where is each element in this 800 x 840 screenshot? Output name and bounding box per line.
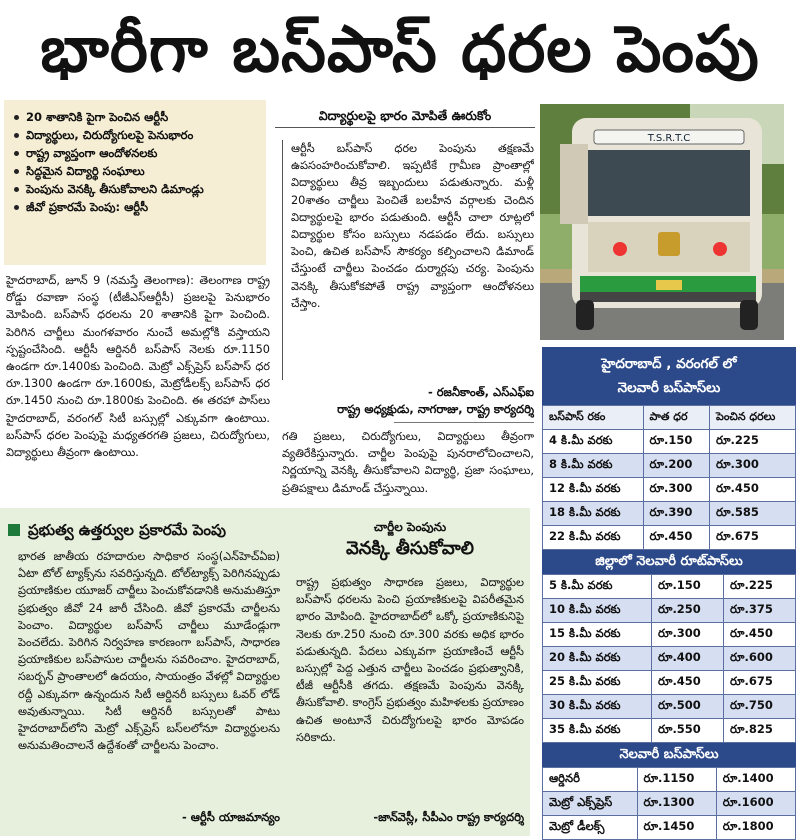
rollback-kicker: చార్జీల పెంపును <box>373 520 447 534</box>
bullet-square-icon <box>8 524 20 536</box>
table-cell: రూ.450 <box>710 478 796 502</box>
table-cell: రూ.390 <box>643 502 709 526</box>
table-cell: రూ.1800 <box>716 816 795 840</box>
table-cell: 10 కి.మీ వరకు <box>543 599 652 623</box>
table-cell: 18 కి.మీ వరకు <box>543 502 644 526</box>
rollback-signature: -జాన్‌వెస్లీ, సీపీఎం రాష్ట్ర కార్యదర్శి <box>373 810 524 824</box>
monthly-pass-table <box>542 767 796 840</box>
rtc-response-heading: ప్రభుత్వ ఉత్తర్వుల ప్రకారమే పెంపు <box>28 521 226 539</box>
rtc-response-article <box>18 548 280 808</box>
table-cell: రూ.300 <box>710 454 796 478</box>
table-cell: మెట్రో ఎక్స్‌ప్రెస్ <box>543 792 638 816</box>
table-row <box>543 478 796 502</box>
column-header: పెంచిన ధరలు <box>710 406 796 430</box>
rollback-title <box>290 518 530 568</box>
table-cell: రూ.400 <box>651 647 723 671</box>
table-row <box>543 575 796 599</box>
table-row <box>543 454 796 478</box>
table-row <box>543 768 796 792</box>
rtc-response-signature: - ఆర్టీసీ యాజమాన్యం <box>181 810 280 824</box>
intro-continuation-text: గతి ప్రజలు, చిరుద్యోగులు, విద్యార్థులు తీవ్రంగా వ్యతిరేకిస్తున్నారు. చార్జీల పెంపుపై పునరాలోచించాలని, నిర్ణయాన్ని వెనక్కి తీసుకోవాలని విద్యార్థి, ప్రజా సంఘాలు, ప్రతిపక్షాలు డిమాండ్ చేస్తున్నాయి. <box>282 430 534 495</box>
table-cell: రూ.1150 <box>637 768 716 792</box>
table-cell: 5 కి.మీ వరకు <box>543 575 652 599</box>
table-cell: మెట్రో డీలక్స్ <box>543 816 638 840</box>
district-pass-title: జిల్లాలో నెలవారీ రూట్‌పాస్‌లు <box>542 550 796 574</box>
table-cell: రూ.1450 <box>637 816 716 840</box>
table-cell: రూ.300 <box>643 478 709 502</box>
table-cell: రూ.375 <box>723 599 795 623</box>
intro-continuation <box>282 428 534 520</box>
table-cell: రూ.150 <box>651 575 723 599</box>
district-fare-table <box>542 574 796 743</box>
attribution-role: రాష్ట్ర అధ్యక్షుడు, నాగరాజు, రాష్ట్ర కార్యదర్శి <box>337 402 534 416</box>
table-row <box>543 623 796 647</box>
table-row <box>543 792 796 816</box>
table-cell: రూ.1400 <box>716 768 795 792</box>
city-fare-table <box>542 405 796 550</box>
highlight-item: సిద్ధమైన విద్యార్థి సంఘాలు <box>12 164 258 178</box>
highlights-box <box>4 100 266 265</box>
table-cell: రూ.450 <box>651 671 723 695</box>
table-cell: రూ.600 <box>723 647 795 671</box>
table-cell: రూ.150 <box>643 430 709 454</box>
table-cell: 30 కి.మీ వరకు <box>543 695 652 719</box>
table-cell: రూ.585 <box>710 502 796 526</box>
rollback-heading: వెనక్కి తీసుకోవాలి <box>346 538 474 559</box>
intro-text: హైదరాబాద్, జూన్ 9 (నమస్తే తెలంగాణ): తెలంగాణ రాష్ట్ర రోడ్డు రవాణా సంస్థ (టీజీఎస్‌ఆర్టీసీ) ప్రజలపై పెనుభారం మోపింది. బస్‌పాస్ ధరలను 20 శాతానికి పైగా పెంచింది. పెరిగిన చార్జీలు మంగళవారం నుంచే అమల్లోకి వస్తాయని స్పష్టంచేసింది. ఆర్టీసీ ఆర్డినరీ బస్‌పాస్ నెలకు రూ.1150 ఉండగా రూ.1400కు పెంచింది. మెట్రో ఎక్స్‌ప్రెస్ బస్‌పాస్ ధర రూ.1300 ఉండగా రూ.1600కు, మెట్రోడీలక్స్ బస్‌పాస్ ధర రూ.1450 నుంచి రూ.1800కు పెంచింది. ఈ తరహా పాస్‌లు హైదరాబాద్, వరంగల్ సిటీ బస్సుల్లో ఎక్కువగా ఉంటాయి. బస్‌పాస్ ధరల పెంపుపై మధ్యతరగతి ప్రజలు, చిరుద్యోగులు, విద్యార్థులు తీవ్రంగా ఉంటాయి. <box>6 274 270 460</box>
table-cell: రూ.550 <box>651 719 723 743</box>
bus-image <box>540 104 784 340</box>
table-cell: రూ.675 <box>723 671 795 695</box>
table-cell: రూ.500 <box>651 695 723 719</box>
table-cell: 12 కి.మీ వరకు <box>543 478 644 502</box>
table-cell: రూ.1300 <box>637 792 716 816</box>
quote-attribution <box>280 384 534 420</box>
table-cell: రూ.300 <box>651 623 723 647</box>
table-cell: 22 కి.మీ వరకు <box>543 526 644 550</box>
table-cell: 8 కి.మీ వరకు <box>543 454 644 478</box>
table-cell: రూ.450 <box>643 526 709 550</box>
table-cell: రూ.200 <box>643 454 709 478</box>
table-cell: రూ.825 <box>723 719 795 743</box>
table-cell: 4 కి.మీ వరకు <box>543 430 644 454</box>
table-row <box>543 526 796 550</box>
table-cell: రూ.675 <box>710 526 796 550</box>
table-cell: రూ.225 <box>723 575 795 599</box>
rollback-article <box>296 574 524 806</box>
divider <box>394 422 534 423</box>
attribution-name: - రజనీకాంత్, ఎస్‌ఎఫ్‌ఐ <box>427 385 534 399</box>
fare-table-box <box>542 347 796 836</box>
highlight-item: 20 శాతానికి పైగా పెంచిన ఆర్టీసీ <box>12 110 258 124</box>
highlight-item: విద్యార్థులు, చిరుద్యోగులపై పెనుభారం <box>12 128 258 142</box>
table-row <box>543 647 796 671</box>
rtc-response-title <box>8 518 308 542</box>
table-row <box>543 430 796 454</box>
highlight-item: పెంపును వెనక్కి తీసుకోవాలని డిమాండ్లు <box>12 182 258 196</box>
column-header: బస్‌పాస్ రకం <box>543 406 644 430</box>
highlight-item: రాష్ట్ర వ్యాప్తంగా ఆందోళనలకు <box>12 146 258 160</box>
rollback-text: రాష్ట్ర ప్రభుత్వం సాధారణ ప్రజలు, విద్యార్థుల బస్‌పాస్ ధరలను పెంచి ప్రయాణికులపై విపరీతమైన భారం మోపింది. హైదరాబాద్‌లో ఒక్కో ప్రయాణికునిపై నెలకు రూ.250 నుంచి రూ.300 వరకు అధిక భారం పడుతున్నది. పేదలు ఎక్కువగా ప్రయాణించే ఆర్టీసీ బస్సుల్లో పెద్ద ఎత్తున చార్జీలు పెంచడం ప్రభుత్వానికి, టీజీ ఆర్టీసీకి తగదు. తక్షణమే పెంపును వెనక్కి తీసుకోవాలి. కాంగ్రెస్ ప్రభుత్వం మహిళలకు ప్రయాణం ఉచిత అంటూనే చిరుద్యోగులపై భారం మోపడం సరికాదు. <box>296 576 524 744</box>
table-cell: 35 కి.మీ వరకు <box>543 719 652 743</box>
table-cell: రూ.450 <box>723 623 795 647</box>
highlight-item: జీవో ప్రకారమే పెంపు: ఆర్టీసీ <box>12 200 258 214</box>
fare-table-title-line1: హైదరాబాద్ , వరంగల్ లో <box>601 356 737 372</box>
student-burden-title: విద్యార్థులపై భారం మోపితే ఊరుకోం <box>275 104 535 128</box>
column-header: పాత ధర <box>643 406 709 430</box>
fare-table-title <box>542 347 796 405</box>
table-cell: రూ.1600 <box>716 792 795 816</box>
table-row <box>543 502 796 526</box>
table-cell: 20 కి.మీ వరకు <box>543 647 652 671</box>
student-burden-quote <box>282 140 534 380</box>
table-cell: రూ.750 <box>723 695 795 719</box>
monthly-pass-title: నెలవారీ బస్‌పాస్‌లు <box>542 743 796 767</box>
bus-photo <box>540 104 784 340</box>
table-row <box>543 719 796 743</box>
rtc-response-text: భారత జాతీయ రహదారుల సాధికార సంస్థ(ఎన్‌హెచ్‌ఏఐ) ఏటా టోల్ ట్యాక్స్‌ను సవరిస్తున్నది. టోల్‌ట్యాక్స్ పెరిగినప్పుడు ప్రయాణికుల యూజర్ చార్జీలు పెంచుకోవడానికి అనుమతిస్తూ ప్రభుత్వం జీవో 24 జారీ చేసింది. జీవో ప్రకారమే చార్జీలను పెంచాం. విద్యార్థుల బస్‌పాస్ చార్జీలు మూడేండ్లుగా పెంచలేదు. పెరిగిన నిర్వహణ కారణంగా బస్‌పాస్, సాధారణ ప్రయాణికుల బస్‌పాసుల చార్జీలను సవరించాం. హైదరాబాద్, సబర్బన్ ప్రాంతాలలో ఉదయం, సాయంత్రం వేళల్లో విద్యార్థుల రద్దీ ఎక్కువగా ఉన్నందున సిటీ ఆర్డినరీ బస్సులు ఓవర్ లోడ్ అవుతున్నాయి. సిటీ ఆర్డినరీ బస్సులతో పాటు హైదరాబాద్‌లోని మెట్రో ఎక్స్‌ప్రెస్ బస్‌లలోనూ విద్యార్థులను అనుమతించాలనే ఉద్దేశంతో చార్జీలను పెంచాం. <box>18 550 280 753</box>
table-cell: రూ.250 <box>651 599 723 623</box>
table-row <box>543 695 796 719</box>
table-header-row <box>543 406 796 430</box>
table-row <box>543 671 796 695</box>
table-cell: ఆర్డినరీ <box>543 768 638 792</box>
table-cell: రూ.225 <box>710 430 796 454</box>
table-cell: 15 కి.మీ వరకు <box>543 623 652 647</box>
intro-article <box>6 272 270 500</box>
table-row <box>543 599 796 623</box>
fare-table-title-line2: నెలవారీ బస్‌పాస్‌లు <box>617 380 721 396</box>
table-cell: 25 కి.మీ వరకు <box>543 671 652 695</box>
headline: భారీగా బస్‌పాస్‌ ధరల పెంపు <box>40 13 760 87</box>
bus-plate-text: T.S.R.T.C <box>647 133 691 144</box>
student-burden-text: ఆర్టీసీ బస్‌పాస్ ధరల పెంపును తక్షణమే ఉపసంహరించుకోవాలి. ఇప్పటికే గ్రామీణ ప్రాంతాల్లో విద్యార్థులు తీవ్ర ఇబ్బందులు పడుతున్నారు. మళ్లీ 20శాతం చార్జీలు పెంచితే బలహీన వర్గాలకు చెందిన విద్యార్థులపై భారం పడుతుంది. ఆర్టీసీ చాలా రూట్లలో విద్యార్థుల కోసం బస్సులు నడపడం లేదు. బస్సులు పెంచి, ఉచిత బస్‌పాస్ సౌకర్యం కల్పించాలని డిమాండ్ చేస్తుంటే చార్జీలు పెంచడం దుర్మార్గపు చర్య. పెంపును వెనక్కి తీసుకోకపోతే రాష్ట్ర వ్యాప్తంగా ఆందోళనలు చేస్తాం. <box>291 142 534 310</box>
